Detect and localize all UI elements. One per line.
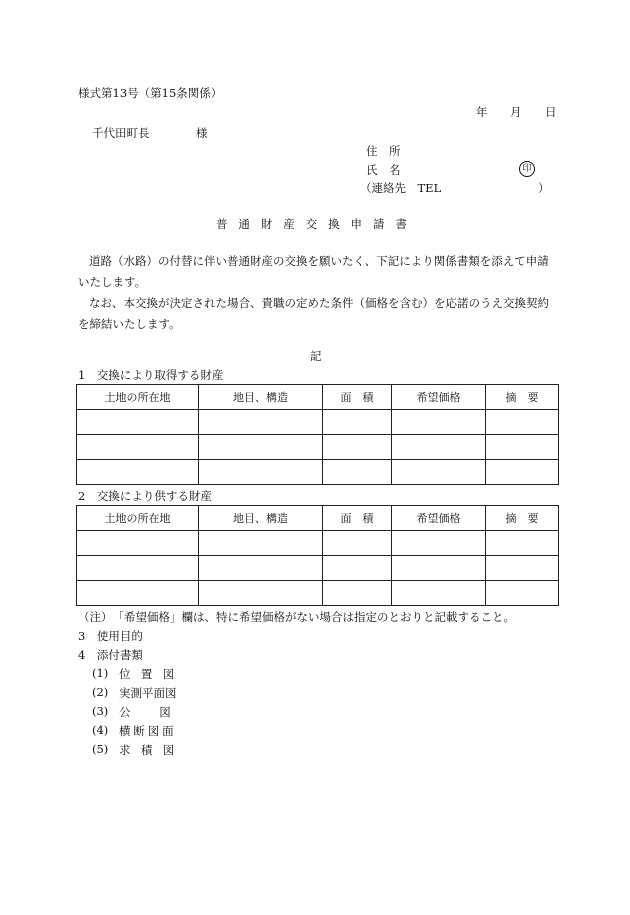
table-cell[interactable] — [199, 410, 323, 435]
table-row — [77, 460, 559, 485]
col-remarks: 摘 要 — [486, 506, 559, 531]
address-label: 住 所 — [366, 144, 401, 158]
table-cell[interactable] — [199, 435, 323, 460]
section-4-heading: 4 添付書類 — [78, 648, 143, 662]
table-cell[interactable] — [199, 531, 323, 556]
table-cell[interactable] — [486, 435, 559, 460]
addressee-honorific: 様 — [196, 126, 208, 140]
table-row — [77, 435, 559, 460]
table-cell[interactable] — [323, 435, 392, 460]
table-row — [77, 581, 559, 606]
table-cell[interactable] — [77, 410, 199, 435]
col-location: 土地の所在地 — [77, 385, 199, 410]
table-header-row — [77, 506, 559, 531]
attachment-num: (4) — [92, 723, 109, 737]
table-cell[interactable] — [392, 410, 486, 435]
addressee-name: 千代田町長 — [92, 126, 150, 140]
attachment-name: 公 図 — [119, 705, 180, 719]
col-area: 面 積 — [323, 506, 392, 531]
table-cell[interactable] — [323, 410, 392, 435]
table-cell[interactable] — [392, 435, 486, 460]
col-remarks: 摘 要 — [486, 385, 559, 410]
table-cell[interactable] — [199, 460, 323, 485]
seal-mark: 印 — [519, 161, 535, 177]
table-cell[interactable] — [486, 531, 559, 556]
section-3-heading: 3 使用目的 — [78, 629, 143, 643]
provided-property-table — [76, 505, 559, 606]
table-row — [77, 531, 559, 556]
body-paragraph-1: 道路（水路）の付替に伴い普通財産の交換を願いたく、下記により関係書類を添えて申請いたします。 — [78, 254, 549, 289]
contact-close-paren: ） — [538, 181, 550, 195]
form-number: 様式第13号（第15条関係） — [78, 86, 223, 100]
table-row — [77, 556, 559, 581]
table-cell[interactable] — [323, 581, 392, 606]
attachment-name: 実測平面図 — [119, 686, 177, 700]
ki-heading: 記 — [310, 349, 322, 363]
date-year-label: 年 — [476, 105, 488, 119]
col-price: 希望価格 — [392, 385, 486, 410]
table-cell[interactable] — [486, 581, 559, 606]
document-title: 普通財産交換申請書 — [216, 217, 418, 231]
attachment-name: 横断図面 — [119, 724, 177, 738]
col-location: 土地の所在地 — [77, 506, 199, 531]
name-label: 氏 名 — [366, 163, 401, 177]
table-cell[interactable] — [486, 556, 559, 581]
attachment-name: 位置図 — [119, 667, 185, 681]
table-cell[interactable] — [77, 581, 199, 606]
date-month-label: 月 — [510, 105, 522, 119]
table-cell[interactable] — [486, 460, 559, 485]
table-cell[interactable] — [77, 531, 199, 556]
table-cell[interactable] — [77, 460, 199, 485]
table-cell[interactable] — [486, 410, 559, 435]
attachment-num: (1) — [92, 666, 109, 680]
table-header-row — [77, 385, 559, 410]
col-category: 地目、構造 — [199, 506, 323, 531]
attachment-name: 求積図 — [119, 743, 185, 757]
price-note: （注） 「希望価格」欄は、特に希望価格がない場合は指定のとおりと記載すること。 — [78, 610, 515, 624]
table-cell[interactable] — [323, 531, 392, 556]
attachment-num: (3) — [92, 704, 109, 718]
table-cell[interactable] — [77, 435, 199, 460]
table-cell[interactable] — [323, 460, 392, 485]
acquired-property-table — [76, 384, 559, 485]
table-cell[interactable] — [392, 581, 486, 606]
section-2-heading: 2 交換により供する財産 — [78, 489, 212, 503]
table-cell[interactable] — [323, 556, 392, 581]
col-price: 希望価格 — [392, 506, 486, 531]
table-cell[interactable] — [199, 581, 323, 606]
attachment-num: (2) — [92, 685, 109, 699]
table-cell[interactable] — [199, 556, 323, 581]
date-day-label: 日 — [545, 105, 557, 119]
table-row — [77, 410, 559, 435]
table-cell[interactable] — [392, 531, 486, 556]
table-cell[interactable] — [392, 556, 486, 581]
col-category: 地目、構造 — [199, 385, 323, 410]
contact-label: （連絡先 TEL — [360, 181, 442, 195]
table-cell[interactable] — [392, 460, 486, 485]
attachment-num: (5) — [92, 742, 109, 756]
body-paragraph-2: なお、本交換が決定された場合、貴職の定めた条件（価格を含む）を応諾のうえ交換契約を締結いたします。 — [78, 296, 549, 331]
col-area: 面 積 — [323, 385, 392, 410]
table-cell[interactable] — [77, 556, 199, 581]
section-1-heading: 1 交換により取得する財産 — [78, 368, 224, 382]
